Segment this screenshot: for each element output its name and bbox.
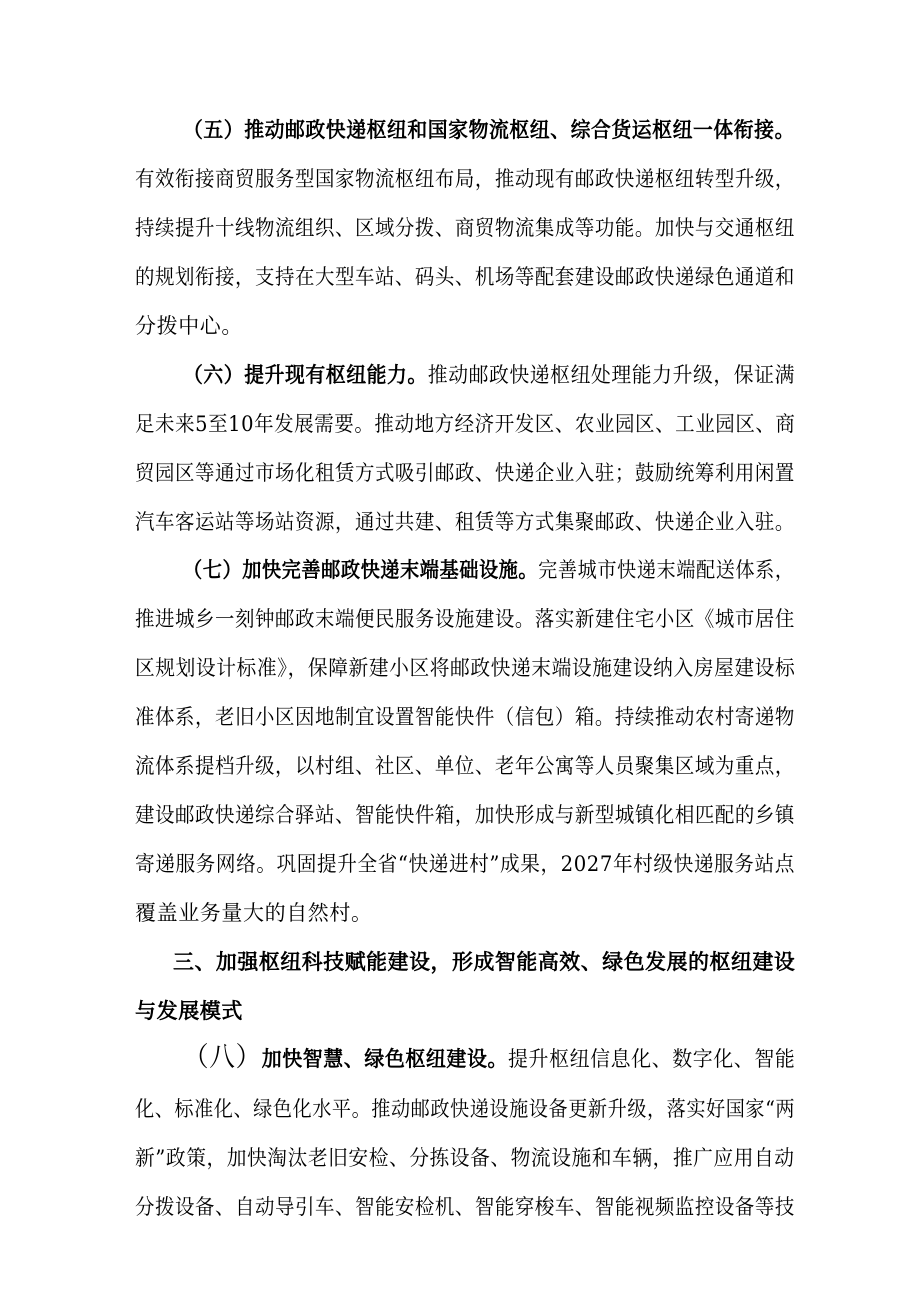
p5-line-4: 分拨中心。 (135, 314, 243, 338)
p7-line-4: 流体系提档升级，以村组、社区、单位、老年公寓等人员聚集区域为重点， (135, 754, 795, 778)
p8-first-rest: 提升枢纽信息化、数字化、智能 (508, 1047, 796, 1071)
p7-first-line (183, 556, 795, 584)
section3-heading-line2: 与发展模式 (135, 998, 243, 1023)
p6-line-3: 汽车客运站等场站资源，通过共建、租赁等方式集聚邮政、快递企业入驻。 (135, 510, 795, 534)
p7-line-7: 覆盖业务量大的自然村。 (135, 901, 373, 925)
p6-line-2: 贸园区等通过市场化租赁方式吸引邮政、快递企业入驻；鼓励统筹利用闲置 (135, 461, 795, 485)
p8-line-2: 新”政策，加快淘汰老旧安检、分拣设备、物流设施和车辆，推广应用自动 (135, 1146, 795, 1170)
p8-line-1: 化、标准化、绿色化水平。推动邮政快递设施设备更新升级，落实好国家“两 (135, 1097, 796, 1121)
p5-line-1: 有效衔接商贸服务型国家物流枢纽布局，推动现有邮政快递枢纽转型升级， (135, 167, 795, 191)
p7-line-5: 建设邮政快递综合驿站、智能快件箱，加快形成与新型城镇化相匹配的乡镇 (135, 803, 795, 827)
p6-line-1: 足未来5至10年发展需要。推动地方经济开发区、农业园区、工业园区、商 (135, 412, 796, 436)
p8-title: 加快智慧、绿色枢纽建设。 (261, 1046, 509, 1071)
p8-number: （八） (183, 1042, 262, 1073)
p5-title: （五）推动邮政快递枢纽和国家物流枢纽、综合货运枢纽一体衔接。 (183, 117, 795, 142)
p5-line-3: 的规划衔接，支持在大型车站、码头、机场等配套建设邮政快递绿色通道和 (135, 265, 795, 289)
p8-first-line (183, 1042, 796, 1073)
p6-first-line (183, 361, 795, 389)
p8-line-3: 分拨设备、自动导引车、智能安检机、智能穿梭车、智能视频监控设备等技 (135, 1195, 795, 1219)
p6-first-rest: 推动邮政快递枢纽处理能力升级，保证满 (427, 363, 795, 387)
p7-line-3: 准体系，老旧小区因地制宜设置智能快件（信包）箱。持续推动农村寄递物 (135, 705, 795, 729)
section3-heading-line1: 三、加强枢纽科技赋能建设，形成智能高效、绿色发展的枢纽建设 (173, 949, 796, 974)
p6-title: （六）提升现有枢纽能力。 (183, 362, 428, 387)
p7-title: （七）加快完善邮政快递末端基础设施。 (183, 557, 539, 582)
p5-line-2: 持续提升十线物流组织、区域分拨、商贸物流集成等功能。加快与交通枢纽 (135, 216, 795, 240)
p7-line-2: 区规划设计标准》，保障新建小区将邮政快递末端设施建设纳入房屋建设标 (135, 656, 796, 680)
p7-line-1: 推进城乡一刻钟邮政末端便民服务设施建设。落实新建住宅小区《城市居住 (135, 607, 795, 631)
p7-line-6: 寄递服务网络。巩固提升全省“快递进村”成果，2027年村级快递服务站点 (135, 852, 795, 876)
p7-first-rest: 完善城市快递末端配送体系， (538, 558, 795, 582)
